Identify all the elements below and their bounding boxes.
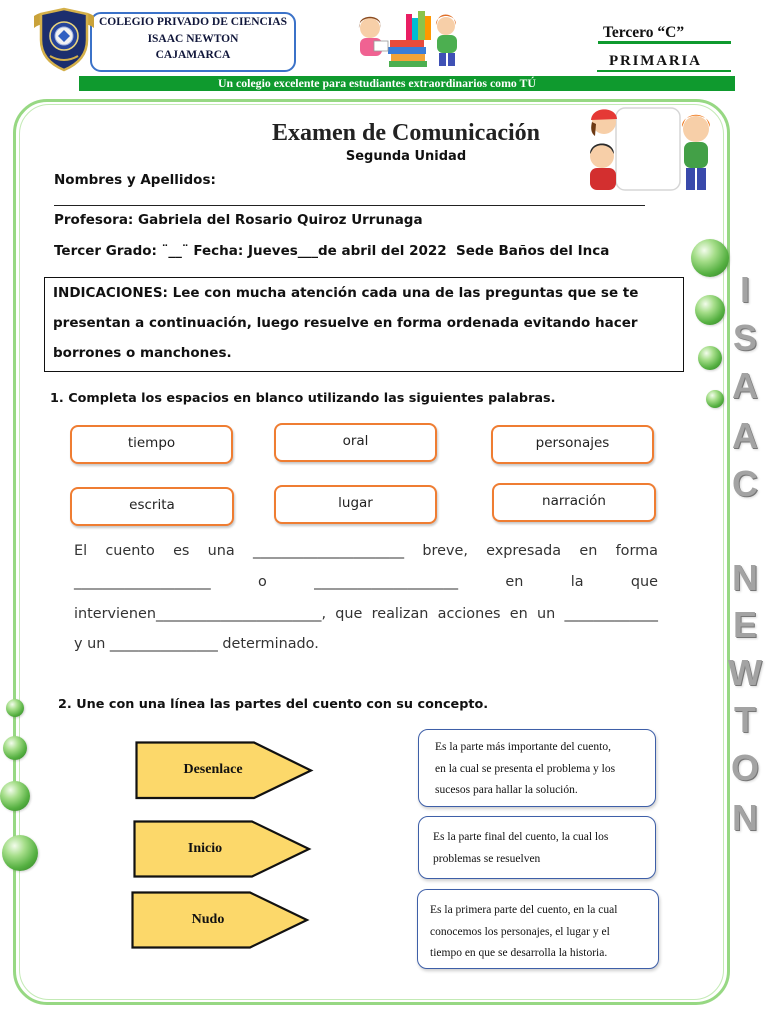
cloze-text-line-4: y un _______________ determinado. bbox=[74, 636, 319, 652]
upright-book-4 bbox=[425, 16, 431, 40]
student-name-label: Nombres y Apellidos: bbox=[54, 172, 216, 188]
level-underline bbox=[597, 70, 731, 72]
book-stack-3 bbox=[391, 54, 425, 61]
level-label: PRIMARIA bbox=[609, 53, 702, 69]
story-part-label: Inicio bbox=[187, 841, 223, 856]
girl-red-cap bbox=[591, 109, 617, 120]
grade-underline bbox=[598, 41, 731, 44]
teacher-line: Profesora: Gabriela del Rosario Quiroz Urrunaga bbox=[54, 212, 423, 228]
concept-box-2 bbox=[418, 816, 656, 879]
side-name-letter: C bbox=[732, 463, 758, 504]
decor-sphere-left-1 bbox=[6, 699, 24, 717]
school-crest-logo bbox=[32, 6, 96, 72]
girl-hair-strand bbox=[591, 122, 596, 136]
instructions-box bbox=[44, 277, 684, 372]
side-name-letter: S bbox=[732, 317, 757, 358]
book-stack-4 bbox=[389, 61, 427, 67]
concept-line: Es la parte más importante del cuento, bbox=[435, 741, 611, 753]
school-name-box bbox=[90, 12, 296, 72]
upright-book-3 bbox=[418, 11, 425, 40]
story-part-label: Desenlace bbox=[183, 762, 243, 777]
instructions-line-2: presentan a continuación, luego resuelve en forma ordenada evitando hacer bbox=[53, 315, 638, 331]
boy-leg-left bbox=[439, 53, 446, 66]
word-bank-item: escrita bbox=[70, 487, 234, 526]
question-2-prompt: 2. Une con una línea las partes del cuento con su concepto. bbox=[58, 697, 489, 712]
school-name-line-2: ISAAC NEWTON bbox=[147, 32, 239, 45]
upright-book-1 bbox=[406, 14, 412, 40]
upright-book-2 bbox=[412, 18, 418, 40]
story-part-label: Nudo bbox=[191, 912, 225, 927]
girl-head bbox=[360, 18, 380, 38]
exam-subtitle: Segunda Unidad bbox=[345, 149, 467, 164]
instructions-line-1: INDICACIONES: Lee con mucha atención cada una de las preguntas que se te bbox=[53, 285, 639, 301]
word-bank-item: personajes bbox=[491, 425, 654, 464]
side-name-letter: N bbox=[732, 557, 758, 598]
word-bank-item: lugar bbox=[274, 485, 437, 524]
question-1-prompt: 1. Completa los espacios en blanco utilizando las siguientes palabras. bbox=[50, 391, 556, 406]
decor-sphere-left-3 bbox=[0, 781, 30, 811]
decor-sphere-right-3 bbox=[698, 346, 722, 370]
book-stack-2 bbox=[388, 47, 426, 54]
boy-orange-hair-head bbox=[683, 116, 709, 142]
side-name-letter: W bbox=[728, 652, 762, 693]
concept-line: problemas se resuelven bbox=[433, 852, 541, 865]
boy-head bbox=[437, 17, 455, 35]
word-bank-item: tiempo bbox=[70, 425, 233, 464]
side-name-letter: O bbox=[730, 747, 759, 788]
decor-sphere-right-2 bbox=[695, 295, 725, 325]
concept-line: tiempo en que se desarrolla la historia. bbox=[430, 947, 608, 959]
boy-red-shirt bbox=[590, 168, 616, 190]
side-name-letter: A bbox=[732, 365, 758, 406]
decor-sphere-right-4 bbox=[706, 390, 724, 408]
side-name-letter: T bbox=[734, 699, 756, 740]
boy-body bbox=[437, 35, 457, 53]
boy-leg-right bbox=[697, 168, 706, 190]
concept-box-1 bbox=[418, 729, 656, 807]
girl-book bbox=[374, 41, 388, 51]
slogan-banner bbox=[79, 76, 735, 91]
side-name-letter: N bbox=[732, 797, 758, 838]
decor-sphere-right-1 bbox=[691, 239, 729, 277]
concept-line: sucesos para hallar la solución. bbox=[435, 784, 578, 796]
children-reading-illustration bbox=[348, 6, 462, 68]
concept-line: en la cual se presenta el problema y los bbox=[435, 762, 616, 775]
side-name-letter: E bbox=[732, 604, 757, 645]
decor-sphere-left-4 bbox=[2, 835, 38, 871]
kids-with-sign-illustration bbox=[584, 102, 718, 194]
boy-leg-left bbox=[686, 168, 695, 190]
blank-sign bbox=[616, 108, 680, 190]
cloze-text-line-1: El cuento es una _____________________ breve, expresada en forma bbox=[74, 543, 658, 559]
concept-line: Es la parte final del cuento, la cual los bbox=[433, 831, 609, 843]
cloze-text-line-2: ___________________ o ____________________ en la que bbox=[74, 574, 658, 590]
grade-date-line: Tercer Grado: ¨__¨ Fecha: Jueves___de abril del 2022 Sede Baños del Inca bbox=[54, 243, 610, 259]
slogan-text: Un colegio excelente para estudiantes extraordinarios como TÚ bbox=[218, 76, 536, 90]
school-name-line-3: CAJAMARCA bbox=[155, 49, 231, 61]
decor-sphere-left-2 bbox=[3, 736, 27, 760]
side-name-letter: A bbox=[732, 415, 758, 456]
grade-section-label: Tercero “C” bbox=[603, 24, 685, 41]
cloze-text-line-3: intervienen_______________________, que realizan acciones en un _____________ bbox=[74, 606, 658, 622]
side-name-letter: I bbox=[739, 269, 750, 310]
word-bank-item: oral bbox=[274, 423, 437, 462]
student-name-line bbox=[54, 205, 645, 206]
concept-box-3 bbox=[417, 889, 659, 969]
concept-line: Es la primera parte del cuento, en la cual bbox=[430, 904, 618, 916]
boy-green-shirt bbox=[684, 142, 708, 168]
word-bank-item: narración bbox=[492, 483, 656, 522]
book-stack-1 bbox=[390, 40, 424, 47]
instructions-line-3: borrones o manchones. bbox=[53, 345, 232, 361]
exam-title: Examen de Comunicación bbox=[271, 120, 540, 146]
school-name-line-1: COLEGIO PRIVADO DE CIENCIAS bbox=[99, 16, 287, 28]
boy-leg-right bbox=[448, 53, 455, 66]
concept-line: conocemos los personajes, el lugar y el bbox=[430, 925, 610, 938]
